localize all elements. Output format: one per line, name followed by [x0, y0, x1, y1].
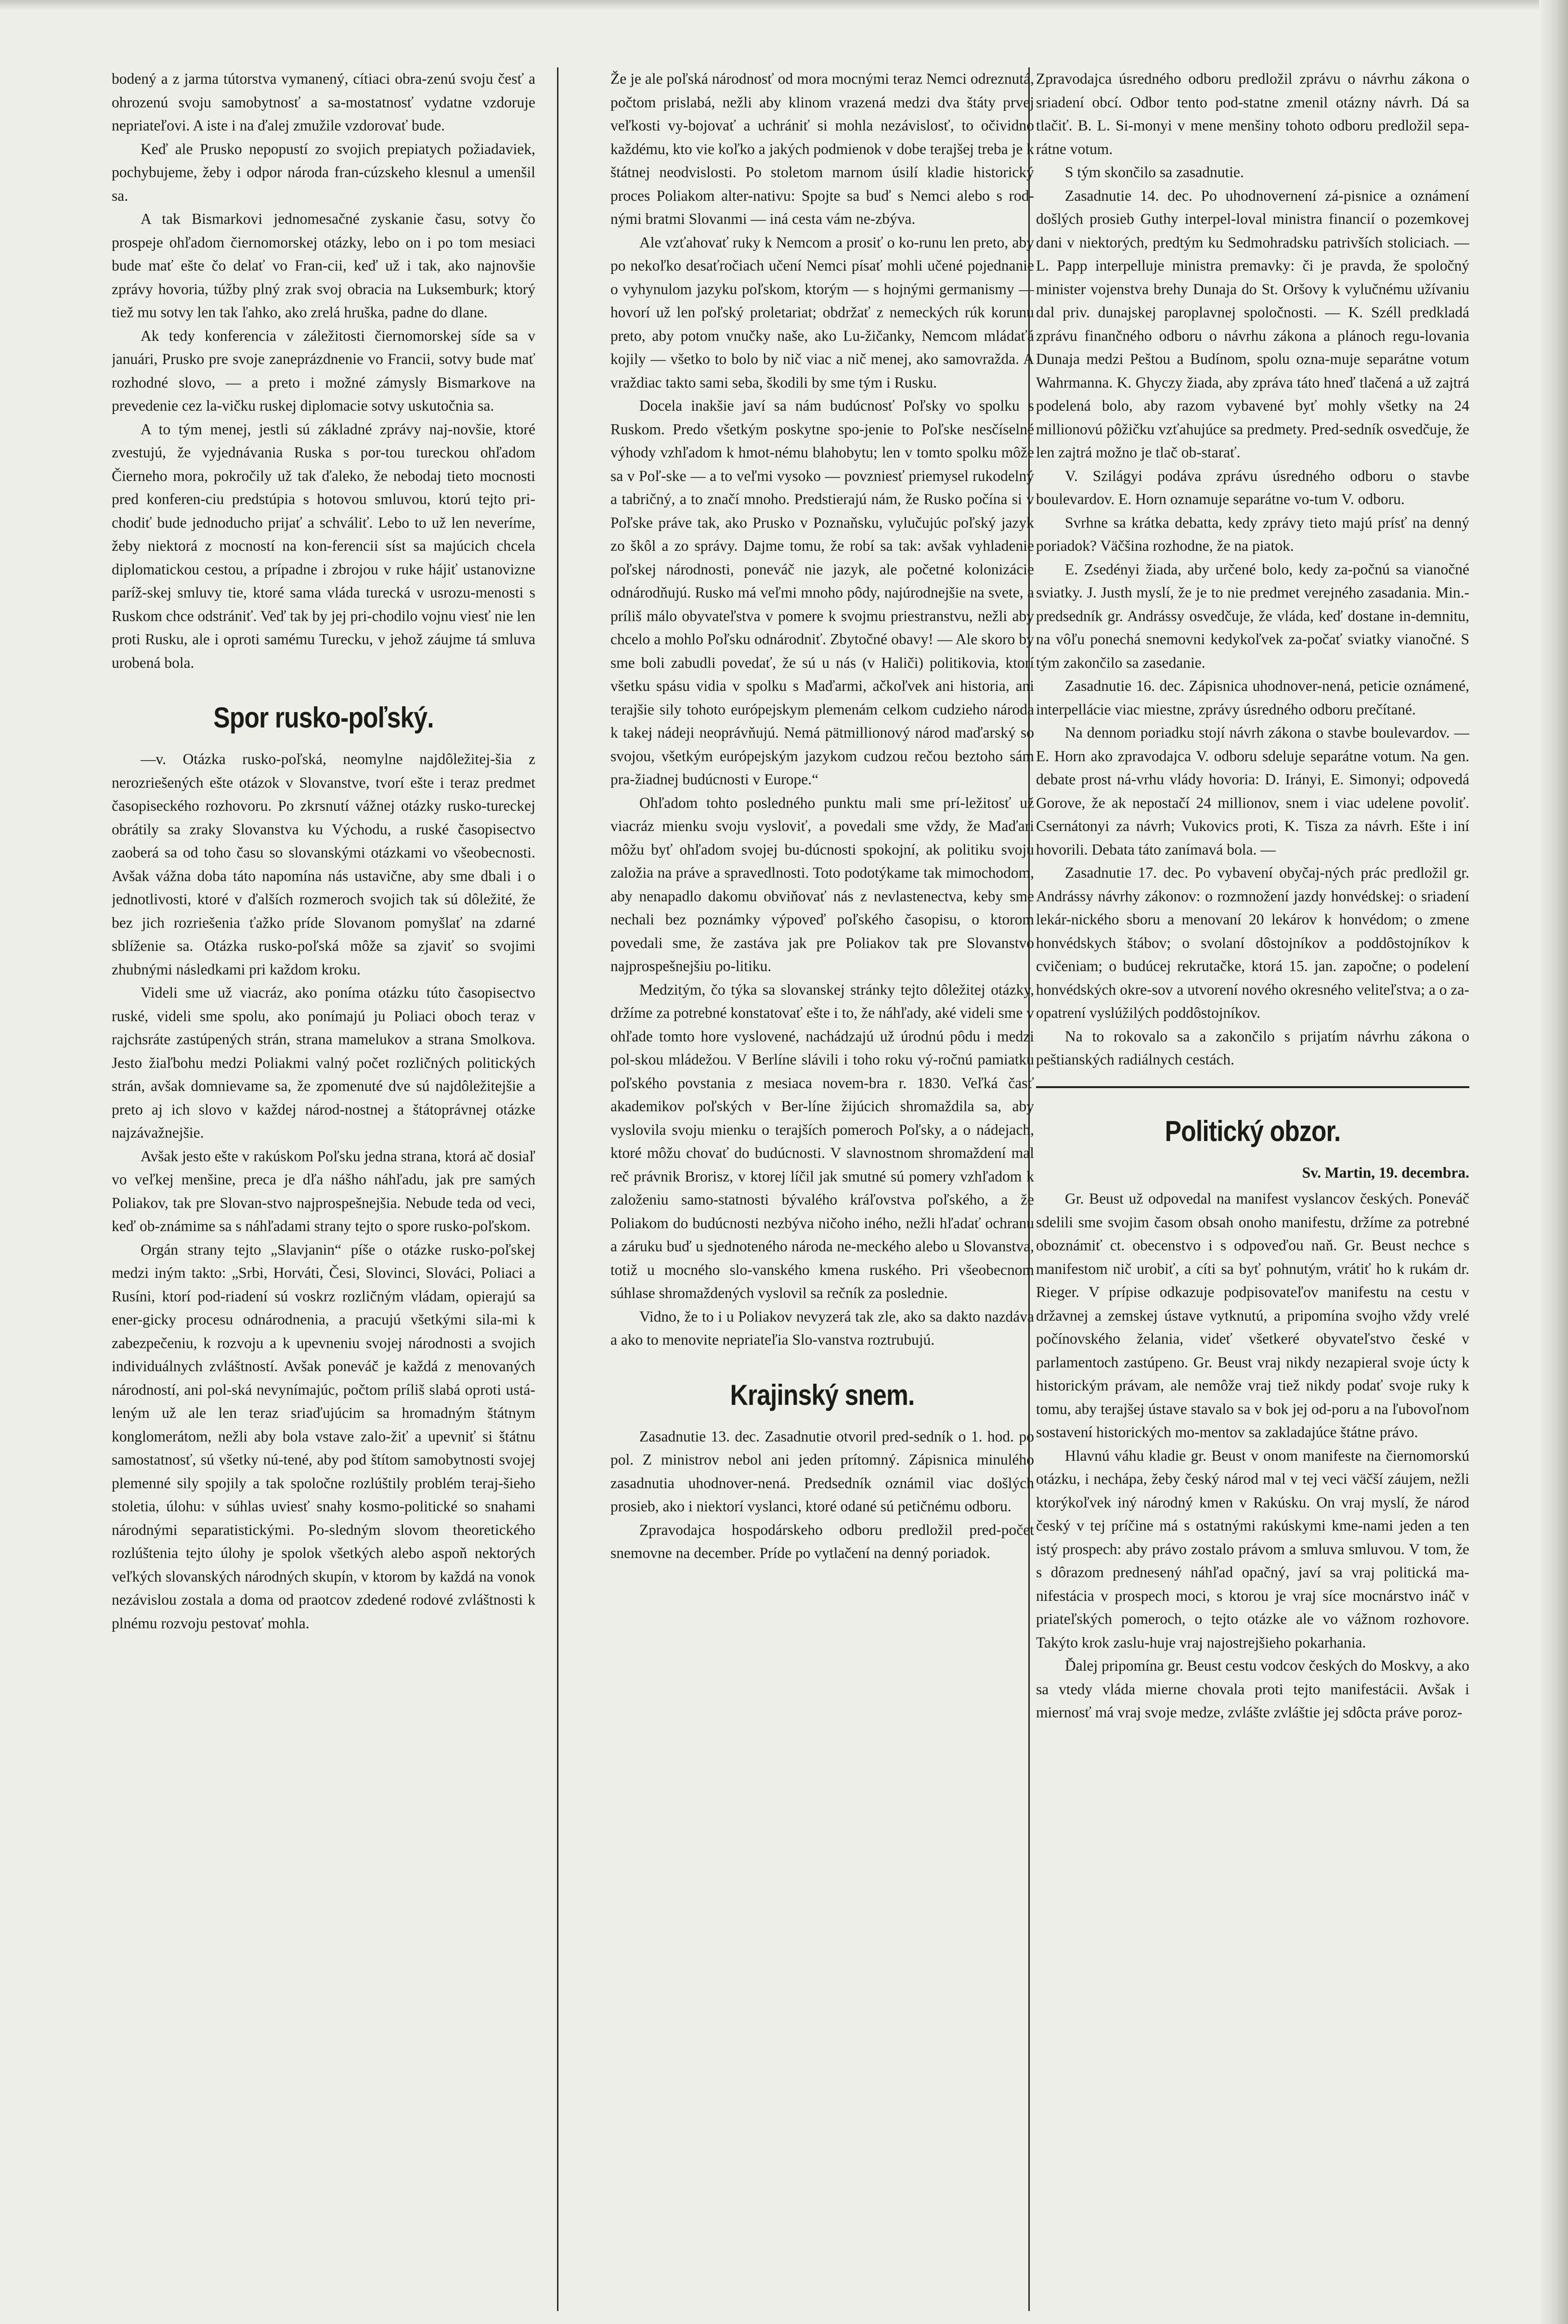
article-paragraph: Ak tedy konferencia v záležitosti čiernomorskej síde sa v januári, Prusko pre svoje zaneprázdnenie vo Francii, sotvy bude mať rozhodné slovo, — a preto i možné zámysly Bismarkove na prevedenie cez la-vičku ruskej diplomacie sotvy uskutočnia sa. — [112, 327, 535, 414]
heading-krajinsky-snem: Krajinský snem. — [730, 1378, 915, 1411]
article-paragraph: Ďalej pripomína gr. Beust cestu vodcov českých do Moskvy, a ako sa vtedy vláda mierne chovala proti tejto manifestácii. Avšak i miernosť má vraj svoje medze, zvlášte zvláštie jej sdôcta práve poroz- — [1036, 1657, 1469, 1721]
page-top-edge — [0, 0, 1568, 11]
article-paragraph: Zasadnutie 14. dec. Po uhodnovernení zá-pisnice a oznámení došlých prosieb Guthy interpel-loval ministra financií o pozemkovej dani v niektorých, predtým ku Sedmohradsku patrivších stoliciach. — L. Papp interpelluje ministra premavky: či je pravda, že spoločný minister vojenstva brehy Dunaja do St. Oršovy k vylučnému užívaniu dal priv. dunajskej paroplavnej spoločnosti. — K. Széll predkladá zprávu finančného odboru o návrhu zákona a plánoch regu-lovania Dunaja medzi Peštou a Budínom, spolu ozna-muje separátne votum Wahrmanna. K. Ghyczy žiada, aby zpráva táto hneď tlačená a už zajtrá podelená bolo, aby razom vybavené byť mohly všetky na 24 millionovú pôžičku vzťahujúce sa predmety. Pred-sedník osvedčuje, že len zajtrá možno je tlač ob-starať. — [1036, 187, 1469, 461]
article-paragraph: A tak Bismarkovi jednomesačné zyskanie času, sotvy čo prospeje ohľadom čiernomorskej otázky, lebo on i po tom mesiaci bude mať ešte čo delať vo Fran-cii, keď už i tak, ako najnovšie zprávy hovoria, túžby plný zrak svoj obracia na Luksemburk; ktorý tiež mu sotvy len tak ľahko, ako zrelá hruška, padne do dlane. — [112, 210, 535, 321]
article-paragraph: Vidno, že to i u Poliakov nevyzerá tak zle, ako sa dakto nazdáva a ako to menovite nepriateľia Slo-vanstva roztrubujú. — [610, 1308, 1034, 1348]
column-rule-left — [557, 67, 558, 2311]
section-divider — [1036, 1086, 1469, 1088]
article-paragraph: Docela inakšie javí sa nám budúcnosť Poľsky vo spolku s Ruskom. Predo všetkým poskytne spo-jenie to Poľske nesčíselné výhody vzhľadom k hmot-nému blahobytu; len v tomto spolku môže sa v Poľ-ske — a to veľmi vysoko — povzniesť priemysel rukodelný a tabričný, a to značí mnoho. Predstierajú nám, že Rusko počína si v Poľske práve tak, ako Prusko v Poznaňsku, vylučujúc poľský jazyk zo škôl a zo správy. Dajme tomu, že robí sa tak: avšak vyhladenie poľskej národnosti, poneváč nie jazyk, ale početné kolonizácie odnárodňujú. Rusko má veľmi mnoho pôdy, najúrodnejšie na svete, a príliš málo obyvateľstva v pomere k svojmu priestranstvu, nežli aby chcelo a mohlo Poľsku odnárodniť. Zbytočné obavy! — Ale skoro by sme boli zabudli povedať, že sú u nás (v Haliči) politikovia, ktorí všetku spásu vidia v spolku s Maďarmi, ačkoľvek ani historia, ani terajšie sily tohoto európejskym plemenám celkom cudzieho národa k takej nádeji neoprávňujú. Nemá pätmillionový národ maďarský so svojou, všetkým európejským jazykom cudzou rečou beztoho sám pra-žiadnej budúcnosti v Europe.“ — [610, 397, 1034, 788]
article-paragraph: Ale vzťahovať ruky k Nemcom a prosiť o ko-runu len preto, aby po nekoľko desaťročiach učení Nemci písať mohli učené pojednanie o vyhynulom jazyku poľskom, ktorým — s hojnými germanismy — hovorí už len poľský proletariat; obdržať z nemeckých rúk korunu preto, aby potom vnučky naše, ako Lu-žičanky, Nemcom mládaťá kojily — všetko to bolo by nič viac a nič menej, ako samovražda. A vraždiac takto sami seba, škodili by sme tým i Rusku. — [610, 234, 1034, 391]
article-paragraph: Zpravodajca úsredného odboru predložil zprávu o návrhu zákona o sriadení obcí. Odbor tento pod-statne zmenil otázny návrh. Dá sa tlačiť. B. L. Si-monyi v mene menšiny tohoto odboru predložil sepa-rátne votum. — [1036, 70, 1469, 157]
column-3 — [1036, 67, 1469, 2306]
heading-spor-rusko-polsky: Spor rusko-poľský. — [213, 701, 434, 734]
article-paragraph: Ohľadom tohto posledného punktu mali sme prí-ležitosť už viacráz mienku svoju vysloviť, a povedali sme vždy, že Maďari môžu byť ohľadom svojej bu-dúcnosti spokojní, ak politiku svoju založia na práve a spravedlnosti. Toto podotýkame tak mimochodom, aby nenapadlo dakomu obviňovať nás z nevlastenectva, keby sme nechali bez poznámky výpoveď poľského časopisu, o ktorom povedali sme, že zastáva jak pre Poliakov tak pre Slovanstvo najprospešnejšiu po-litiku. — [610, 794, 1034, 974]
article-paragraph: Avšak jesto ešte v rakúskom Poľsku jedna strana, ktorá ač dosiaľ vo veľkej menšine, preca je dľa nášho náhľadu, jak pre samých Poliakov, tak pre Slovan-stvo najprospešnejšia. Nebude teda od veci, keď ob-známime sa s náhľadami strany tejto o spore rusko-poľskom. — [112, 1147, 535, 1234]
article-paragraph: A to tým menej, jestli sú základné zprávy naj-novšie, ktoré zvestujú, že vyjednávania Ruska s por-tou tureckou ohľadom Čierneho mora, pokročily už tak ďaleko, že nebodaj tieto mocnosti pred konferen-ciu predstúpia s hotovou smluvou, ktorú tejto pri-chodiť bude jednoducho prijať a schváliť. Lebo to už len neveríme, žeby niektorá z mocností na kon-ferencii síst sa majúcich chcela diplomatickou cestou, a prípadne i zbrojou v ruke hájiť ustanovizne paríž-skej smluvy tie, ktoré sama vláda turecká v usrozu-menosti s Ruskom chce odstrániť. Veď tak by jej pri-chodilo vojnu viesť nie len proti Rusku, ale i oproti samému Turecku, v jehož záujme tá smluva urobená bola. — [112, 420, 535, 671]
article-paragraph: Zpravodajca hospodárskeho odboru predložil pred-počet snemovne na december. Príde po vytlačení na denný poriadok. — [610, 1521, 1034, 1561]
article-paragraph: Zasadnutie 13. dec. Zasadnutie otvoril pred-sedník o 1. hod. po pol. Z ministrov nebol ani jeden prítomný. Zápisnica minulého zasadnutia uhodnover-nená. Predsedník oznámil viac došlých prosieb, ako i niektorí vyslanci, ktoré odané sú petičnému odboru. — [610, 1428, 1034, 1515]
article-paragraph: —v. Otázka rusko-poľská, neomylne najdôležitej-šia z nerozriešených ešte otázok v Slovanstve, tvorí ešte i teraz predmet časopiseckého rozhovoru. Po zkrsnutí vážnej otázky rusko-tureckej obrátily sa zraky Slovanstva ku Východu, a ruské časopisectvo zaoberá sa od toho času so slovanskými otázkami vo všeobecnosti. Avšak vážna doba táto napomína nás ustavične, aby sme dbali i o jednotlivosti, ktoré v ďalších rozmeroch svojich tak sú dôležité, že bez jich rozriešenia ťažko príde Slovanom pomyšlať na zdarné sblíženie sa. Otázka rusko-poľská môže sa zjaviť so svojimi zhubnými následkami pri každom kroku. — [112, 751, 535, 978]
article-paragraph: bodený a z jarma tútorstva vymanený, cítiaci obra-zenú svoju česť a ohrozenú svoju samobytnosť a sa-mostatnosť vydatne vzdoruje nepriateľovi. A iste i na ďalej zmužile vzdorovať bude. — [112, 70, 535, 134]
article-paragraph: Zasadnutie 17. dec. Po vybavení obyčaj-ných prác predložil gr. Andrássy návrhy zákonov: o rozmnožení jazdy honvédskej: o sriadení lekár-nického sboru a menovaní 20 lekárov k honvédom; o zmene honvédskych štábov; o svolaní dôstojníkov a poddôstojníkov k cvičeniam; o budúcej rekrutačke, ktorá 15. jan. započne; o podelení honvédských okre-sov a utvorení nového okresného veliteľstva; a o za-opatrení vyslúžilých poddôstojníkov. — [1036, 864, 1469, 1021]
article-paragraph: Že je ale poľská národnosť od mora mocnými teraz Nemci odreznutá, počtom prislabá, nežli aby klinom vrazená medzi dva štáty prvej veľkosti vy-bojovať a uchrániť si mohla nezávislosť, to očividno každému, kto vie koľko a jakých podmienok v dobe terajšej treba je k štátnej neodvislosti. Po stoletom marnom úsilí kladie historický proces Poliakom alter-nativu: Spojte sa buď s Nemci alebo s rod-nými bratmi Slovanmi — iná cesta vám ne-zbýva. — [610, 70, 1034, 227]
heading-politicky-obzor: Politický obzor. — [1165, 1115, 1341, 1147]
article-paragraph: Na to rokovalo sa a zakončilo s prijatím návrhu zákona o peštianských radiálnych cestách. — [1036, 1027, 1469, 1068]
dateline: Sv. Martin, 19. decembra. — [1302, 1164, 1469, 1181]
column-2 — [610, 67, 1034, 2306]
article-paragraph: Orgán strany tejto „Slavjanin“ píše o otázke rusko-poľskej medzi iným takto: „Srbi, Horváti, Česi, Slovinci, Slováci, Poliaci a Rusíni, ktorí pod-riadení sú voskrz rozličným vládam, opierajú sa ener-gicky procesu odnárodnenia, a pracujú všetkými sila-mi k zabezpečeniu, k rozvoju a k upevneniu svojej národnosti a svojich individuálnych zvláštností. Avšak poneváč je každá z menovaných národností, ani pol-ská nevynímajúc, počtom príliš slabá oproti ustá-leným už ale len teraz sriaďujúcim sa hromadným štátnym konglomerátom, nežli aby bola vstave zalo-žiť a upevniť si štátnu samostatnosť, sú všetky nú-tené, aby pod štítom samobytnosti svojej plemenné sily spojily a tak spoločne rozlúštily problém teraj-šieho stoletia, úlohu: v súhlas uviesť snahy kosmo-politické so snahami národnými separatistickými. Po-sledným slovom theoretického rozlúštenia tejto úlohy je spolok všetkých alebo aspoň nektorých veľkých slovanských národných skupín, v ktorom by každá na vonok nezávislou zostala a doma od praotcov zdedené rodové zvláštnosti k plnému rozvoju pestovať mohla. — [112, 1241, 535, 1632]
article-paragraph: S tým skončilo sa zasadnutie. — [1065, 164, 1244, 181]
article-paragraph: E. Zsedényi žiada, aby určené bolo, kedy za-počnú sa vianočné sviatky. J. Justh myslí, že je to nie predmet verejného zasadania. Min.-predsedník gr. Andrássy osvedčuje, že vláda, keď dostane in-demnitu, na vôľu ponechá snemovni kedykoľvek za-počať sviatky vianočné. S tým zakončilo sa zasedanie. — [1036, 560, 1469, 671]
page-right-edge — [1539, 0, 1568, 2324]
article-paragraph: Na dennom poriadku stojí návrh zákona o stavbe boulevardov. — E. Horn ako zpravodajca V. odboru sdeluje separátne votum. Na gen. debate prost ná-vrhu vlády hovoria: D. Irányi, E. Simonyi; odpovedá Gorove, že ak nepostačí 24 millionov, snem i viac udelene povoliť. Csernátonyi za návrh; Vukovics proti, K. Tisza za návrh. Ešte i iní hovorili. Debata táto zanímavá bola. — — [1036, 724, 1469, 858]
column-1 — [112, 67, 535, 2306]
article-paragraph: V. Szilágyi podáva zprávu úsredného odboru o stavbe boulevardov. E. Horn oznamuje separátne vo-tum V. odboru. — [1036, 467, 1469, 507]
article-paragraph: Zasadnutie 16. dec. Zápisnica uhodnover-nená, peticie oznámené, interpellácie viac miestne, zprávy úsredného odboru prečítané. — [1036, 677, 1469, 718]
article-paragraph: Keď ale Prusko nepopustí zo svojich prepiatych požiadaviek, pochybujeme, žeby i odpor národa fran-cúzskeho klesnul a umenšil sa. — [112, 140, 535, 204]
article-paragraph: Hlavnú váhu kladie gr. Beust v onom manifeste na čiernomorskú otázku, i nechápa, žeby český národ mal v tej veci väčší záujem, nežli ktorýkoľvek iný národný kmen v Rakúsku. On vraj myslí, že národ český v tej príčine má s ostatnými rakúskymi kme-nami jeden a ten istý prospech: aby právo zostalo právom a smluva smluvou. V tom, že s dôrazom prednesený náhľad opačný, javí sa vraj politická ma-nifestácia v prospech moci, s ktorou je vraj síce mocnárstvo ináč v priateľských pomeroch, o tejto otázke ale vo vážnom rozhovore. Takýto krok zaslu-huje vraj najostrejšieho pokarhania. — [1036, 1447, 1469, 1651]
article-paragraph: Gr. Beust už odpovedal na manifest vyslancov českých. Poneváč sdelili sme svojim časom obsah onoho manifestu, držíme za potrebné oboznámiť ct. obecenstvo i s odpoveďou naň. Gr. Beust nechce s manifestom nič urobiť, a cíti sa byť pohnutým, vrátiť ho k rukám dr. Rieger. V prípise odkazuje podpisovateľov manifestu na cestu v državnej a zemskej ústave vytknutú, a pripomína svojho vždy vrelé počínovského želania, videť všetkeré obyvateľstvo české v parlamentoch zastúpeno. Gr. Beust vraj nikdy nezapieral svoje úcty k historickým právam, ale nemôže vraj tiež nikdy podať svoje ruky k tomu, aby terajšej ústave stavalo sa v bok jej od-poru a na ľubovoľnom sostavení historických mo-mentov sa zakladajúce štátne právo. — [1036, 1190, 1469, 1441]
article-paragraph: Svrhne sa krátka debatta, kedy zprávy tieto majú prísť na denný poriadok? Väčšina rozhodne, že na piatok. — [1036, 514, 1469, 554]
article-paragraph: Videli sme už viacráz, ako poníma otázku túto časopisectvo ruské, videli sme spolu, ako ponímajú ju Poliaci oboch teraz v rajchsráte zastúpených strán, strana mamelukov a strana Smolkova. Jesto žiaľbohu medzi Poliakmi valný počet rozličných politických strán, avšak domnievame sa, že zpomenuté dve sú najdôležitejšie a preto aj ich slovo v každej národ-nostnej a štátoprávnej otázke najzávažnejšie. — [112, 984, 535, 1141]
article-paragraph: Medzitým, čo týka sa slovanskej stránky tejto dôležitej otázky, držíme za potrebné konstatovať ešte i to, že náhľady, aké videli sme v ohľade tomto hore vyslovené, nachádzajú už úrodnú pôdu i medzi pol-skou mládežou. V Berlíne slávili i toho roku vý-ročnú pamiatku poľského povstania z mesiaca novem-bra r. 1830. Veľká časť akademikov poľských v Ber-líne žijúcich shromaždila sa, aby vyslovila svoju mienku o terajších pomeroch Poľsky, a o nádejach, ktoré môžu chovať do budúcnosti. V slavnostnom shromaždení mal reč právnik Brorisz, v ktorej líčil jak smutné sú pomery vzhľadom k založeniu samo-statnosti bývalého kráľovstva poľského, a že Poliakom do budúcnosti nezbýva ničoho iného, nežli hľadať ochranu a záruku buď u sjednoteného národa ne-meckého alebo u Slovanstva, totiž u mocného slo-vanského kmena ruského. Pri všeobecnom súhlase shromaždených vyslovil sa rečník za poslednie. — [610, 981, 1034, 1301]
